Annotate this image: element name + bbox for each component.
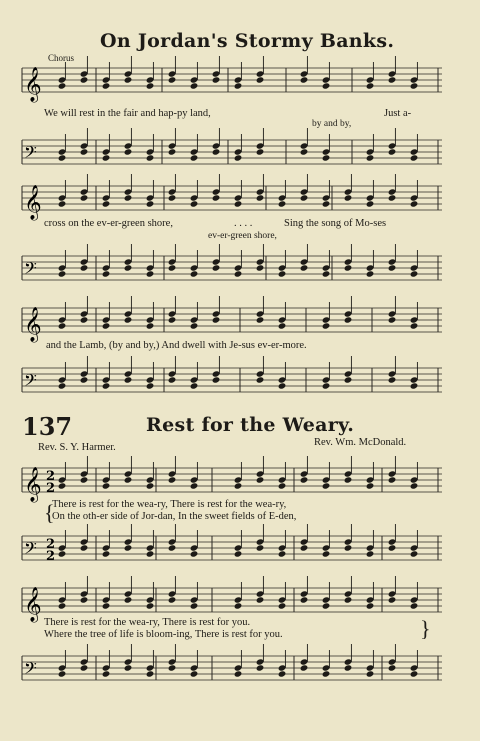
note bbox=[102, 382, 111, 389]
treble-clef: 𝄞 bbox=[24, 67, 42, 102]
treble-clef: 𝄞 bbox=[24, 185, 42, 220]
bass-clef: 𝄢 bbox=[24, 370, 37, 394]
note bbox=[366, 482, 375, 489]
note bbox=[168, 194, 177, 201]
note bbox=[278, 270, 287, 277]
note bbox=[58, 550, 67, 557]
note bbox=[80, 664, 89, 671]
time-signature: 2 bbox=[46, 549, 56, 564]
note bbox=[366, 200, 375, 207]
note bbox=[124, 596, 133, 603]
note bbox=[366, 154, 375, 161]
note bbox=[300, 76, 309, 83]
note bbox=[234, 670, 243, 677]
note bbox=[190, 382, 199, 389]
note bbox=[410, 382, 419, 389]
note bbox=[234, 602, 243, 609]
note bbox=[58, 322, 67, 329]
note bbox=[124, 264, 133, 271]
note bbox=[322, 382, 331, 389]
note bbox=[168, 264, 177, 271]
note bbox=[388, 264, 397, 271]
note bbox=[58, 200, 67, 207]
note bbox=[80, 476, 89, 483]
note bbox=[344, 264, 353, 271]
lyric-line: There is rest for the wea-ry, There is rest for the wea-ry, bbox=[52, 499, 287, 510]
note bbox=[168, 148, 177, 155]
note bbox=[410, 670, 419, 677]
note bbox=[300, 194, 309, 201]
note bbox=[256, 664, 265, 671]
note bbox=[124, 148, 133, 155]
note bbox=[58, 154, 67, 161]
note bbox=[58, 270, 67, 277]
note bbox=[146, 154, 155, 161]
note bbox=[146, 82, 155, 89]
note bbox=[212, 148, 221, 155]
note bbox=[388, 596, 397, 603]
note bbox=[212, 316, 221, 323]
note bbox=[212, 194, 221, 201]
note bbox=[190, 602, 199, 609]
note bbox=[124, 376, 133, 383]
note bbox=[388, 316, 397, 323]
lyricist-credit: Rev. S. Y. Harmer. bbox=[38, 442, 116, 453]
note bbox=[410, 200, 419, 207]
note bbox=[278, 670, 287, 677]
note bbox=[80, 194, 89, 201]
note bbox=[58, 82, 67, 89]
note bbox=[146, 382, 155, 389]
note bbox=[124, 544, 133, 551]
treble-clef: 𝄞 bbox=[24, 307, 42, 342]
note bbox=[256, 148, 265, 155]
note bbox=[410, 482, 419, 489]
note bbox=[278, 550, 287, 557]
note bbox=[80, 316, 89, 323]
note bbox=[256, 316, 265, 323]
note bbox=[146, 200, 155, 207]
note bbox=[388, 76, 397, 83]
note bbox=[322, 550, 331, 557]
note bbox=[168, 376, 177, 383]
note bbox=[344, 476, 353, 483]
note bbox=[234, 154, 243, 161]
note bbox=[300, 596, 309, 603]
note bbox=[322, 482, 331, 489]
note bbox=[190, 154, 199, 161]
note bbox=[344, 596, 353, 603]
note bbox=[322, 82, 331, 89]
note bbox=[256, 194, 265, 201]
note bbox=[300, 544, 309, 551]
note bbox=[234, 82, 243, 89]
note bbox=[190, 200, 199, 207]
lyric-line: . . . . bbox=[234, 218, 253, 229]
note bbox=[256, 376, 265, 383]
note bbox=[80, 264, 89, 271]
note bbox=[410, 154, 419, 161]
note bbox=[256, 476, 265, 483]
note bbox=[102, 154, 111, 161]
hymn-number: 137 bbox=[22, 412, 73, 441]
note bbox=[388, 544, 397, 551]
note bbox=[344, 664, 353, 671]
lyric-line: We will rest in the fair and hap-py land, bbox=[44, 108, 211, 119]
time-signature: 2 bbox=[46, 481, 56, 496]
note bbox=[322, 322, 331, 329]
time-signature: 2 bbox=[46, 537, 56, 552]
note bbox=[366, 602, 375, 609]
note bbox=[146, 482, 155, 489]
note bbox=[410, 550, 419, 557]
note bbox=[190, 322, 199, 329]
bass-clef: 𝄢 bbox=[24, 538, 37, 562]
note bbox=[190, 82, 199, 89]
note bbox=[256, 596, 265, 603]
note bbox=[124, 194, 133, 201]
note bbox=[388, 148, 397, 155]
lyric-line: cross on the ev-er-green shore, bbox=[44, 218, 173, 229]
note bbox=[124, 316, 133, 323]
note bbox=[102, 270, 111, 277]
note bbox=[58, 382, 67, 389]
note bbox=[102, 322, 111, 329]
note bbox=[168, 664, 177, 671]
note bbox=[256, 544, 265, 551]
note bbox=[102, 200, 111, 207]
note bbox=[366, 550, 375, 557]
lyric-line: Where the tree of life is bloom-ing, There is rest for you. bbox=[44, 629, 283, 640]
note bbox=[322, 602, 331, 609]
note bbox=[300, 664, 309, 671]
note bbox=[410, 82, 419, 89]
note bbox=[344, 544, 353, 551]
chorus-label: Chorus bbox=[48, 53, 75, 63]
note bbox=[168, 316, 177, 323]
note bbox=[80, 76, 89, 83]
note bbox=[102, 550, 111, 557]
note bbox=[146, 270, 155, 277]
note bbox=[234, 482, 243, 489]
verse-bracket: } bbox=[420, 616, 431, 641]
note bbox=[234, 550, 243, 557]
note bbox=[58, 482, 67, 489]
note bbox=[344, 194, 353, 201]
note bbox=[410, 602, 419, 609]
bass-clef: 𝄢 bbox=[24, 142, 37, 166]
note bbox=[124, 76, 133, 83]
lyric-line: On the oth-er side of Jor-dan, In the sweet fields of E-den, bbox=[52, 511, 297, 522]
note bbox=[124, 664, 133, 671]
note bbox=[102, 82, 111, 89]
lyric-line: ev-er-green shore, bbox=[208, 231, 277, 241]
note bbox=[322, 670, 331, 677]
note bbox=[146, 602, 155, 609]
note bbox=[300, 476, 309, 483]
note bbox=[256, 264, 265, 271]
note bbox=[58, 670, 67, 677]
note bbox=[278, 382, 287, 389]
note bbox=[234, 200, 243, 207]
note bbox=[410, 322, 419, 329]
note bbox=[212, 376, 221, 383]
note bbox=[168, 476, 177, 483]
lyric-line: Just a- bbox=[384, 108, 412, 119]
note bbox=[322, 154, 331, 161]
verse-bracket: { bbox=[44, 500, 55, 525]
note bbox=[146, 670, 155, 677]
note bbox=[190, 550, 199, 557]
note bbox=[322, 270, 331, 277]
note bbox=[388, 194, 397, 201]
note bbox=[190, 270, 199, 277]
note bbox=[190, 482, 199, 489]
note bbox=[278, 322, 287, 329]
lyric-line: by and by, bbox=[312, 119, 352, 129]
bass-clef: 𝄢 bbox=[24, 658, 37, 682]
note bbox=[278, 200, 287, 207]
note bbox=[300, 264, 309, 271]
lyric-line: and the Lamb, (by and by,) And dwell with Je-sus ev-er-more. bbox=[46, 340, 307, 351]
note bbox=[234, 270, 243, 277]
note bbox=[58, 602, 67, 609]
note bbox=[212, 76, 221, 83]
note bbox=[212, 264, 221, 271]
note bbox=[322, 200, 331, 207]
treble-clef: 𝄞 bbox=[24, 467, 42, 502]
note bbox=[256, 76, 265, 83]
treble-clef: 𝄞 bbox=[24, 587, 42, 622]
note bbox=[80, 544, 89, 551]
time-signature: 2 bbox=[46, 469, 56, 484]
note bbox=[80, 596, 89, 603]
note bbox=[366, 670, 375, 677]
note bbox=[124, 476, 133, 483]
note bbox=[366, 82, 375, 89]
note bbox=[190, 670, 199, 677]
lyric-line: Sing the song of Mo-ses bbox=[284, 218, 387, 229]
note bbox=[168, 76, 177, 83]
note bbox=[278, 482, 287, 489]
note bbox=[410, 270, 419, 277]
bass-clef: 𝄢 bbox=[24, 258, 37, 282]
note bbox=[344, 316, 353, 323]
note bbox=[80, 376, 89, 383]
note bbox=[366, 270, 375, 277]
note bbox=[388, 376, 397, 383]
note bbox=[344, 376, 353, 383]
note bbox=[278, 602, 287, 609]
note bbox=[388, 476, 397, 483]
note bbox=[388, 664, 397, 671]
composer-credit: Rev. Wm. McDonald. bbox=[314, 437, 407, 448]
note bbox=[80, 148, 89, 155]
note bbox=[168, 596, 177, 603]
note bbox=[102, 670, 111, 677]
note bbox=[300, 148, 309, 155]
note bbox=[146, 550, 155, 557]
note bbox=[102, 602, 111, 609]
hymn-title: On Jordan's Stormy Banks. bbox=[100, 30, 395, 52]
lyric-line: There is rest for the wea-ry, There is rest for you. bbox=[44, 617, 251, 628]
note bbox=[102, 482, 111, 489]
hymn-title: Rest for the Weary. bbox=[146, 414, 355, 436]
note bbox=[146, 322, 155, 329]
note bbox=[168, 544, 177, 551]
